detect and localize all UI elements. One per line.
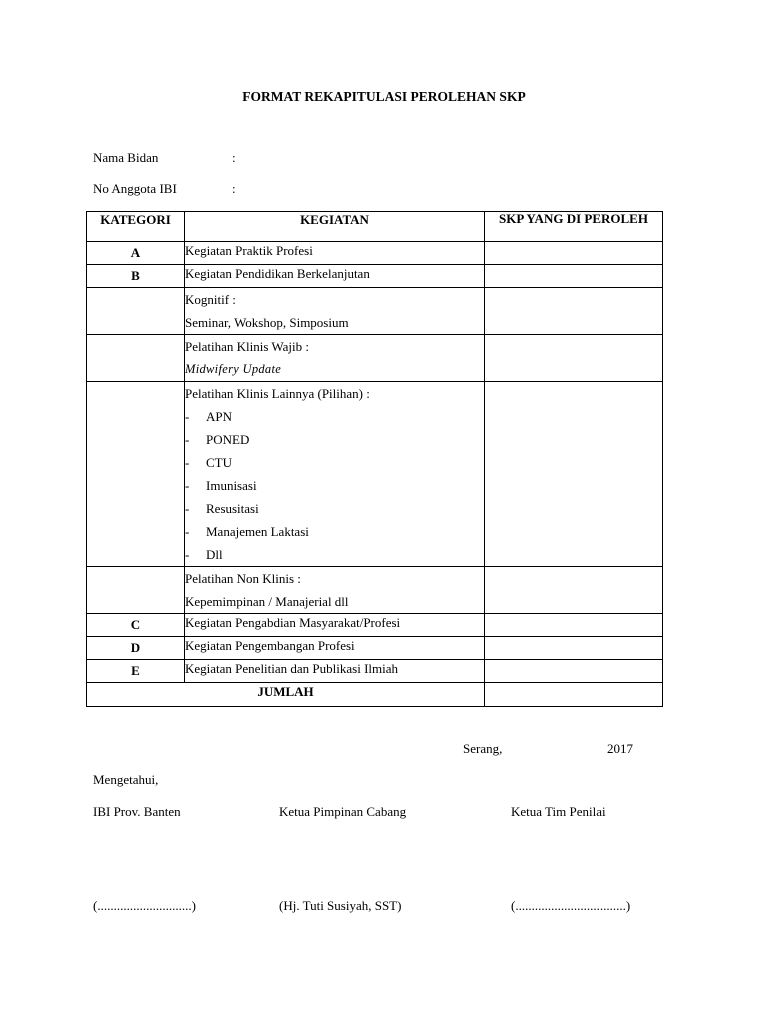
activity-heading: Pelatihan Klinis Lainnya (Pilihan) :: [185, 386, 370, 401]
signer-name: (Hj. Tuti Susiyah, SST): [279, 898, 402, 913]
header-skp: SKP YANG DI PEROLEH: [485, 212, 663, 242]
table-row: [87, 265, 663, 288]
activity-text: Kegiatan Penelitian dan Publikasi Ilmiah: [185, 661, 399, 676]
list-item: - CTU: [185, 455, 232, 470]
table-row: [87, 288, 663, 335]
category-cell: [87, 288, 185, 335]
total-value-cell: [485, 683, 663, 707]
document-title: FORMAT REKAPITULASI PEROLEHAN SKP: [242, 89, 526, 104]
no-anggota-label: No Anggota IBI: [93, 181, 177, 196]
signer-name: (..................................): [511, 898, 631, 913]
activity-text: Kegiatan Praktik Profesi: [185, 243, 313, 258]
skp-value-cell: [485, 567, 663, 614]
table-row: [87, 567, 663, 614]
acknowledged-text: Mengetahui,: [93, 772, 159, 787]
category-cell: C: [87, 614, 185, 637]
skp-value-cell: [485, 637, 663, 660]
total-label: JUMLAH: [87, 683, 485, 707]
category-cell: A: [87, 242, 185, 265]
activity-heading: Kognitif :: [185, 292, 236, 307]
category-cell: [87, 382, 185, 567]
total-row: [87, 683, 663, 707]
header-kategori: KATEGORI: [87, 212, 185, 242]
activity-text: Kegiatan Pengabdian Masyarakat/Profesi: [185, 615, 401, 630]
skp-value-cell: [485, 265, 663, 288]
skp-value-cell: [485, 660, 663, 683]
list-item: - Resusitasi: [185, 501, 259, 516]
table-row: [87, 614, 663, 637]
table-row: [87, 382, 663, 567]
skp-value-cell: [485, 614, 663, 637]
list-item: - Dll: [185, 547, 223, 562]
activity-text: Seminar, Wokshop, Simposium: [185, 315, 349, 330]
signer-role: Ketua Tim Penilai: [511, 804, 606, 819]
signer-role: IBI Prov. Banten: [93, 804, 181, 819]
activity-heading: Pelatihan Non Klinis :: [185, 571, 301, 586]
nama-bidan-colon: :: [232, 150, 236, 165]
activity-heading: Pelatihan Klinis Wajib :: [185, 339, 310, 354]
category-cell: [87, 335, 185, 382]
activity-text: Kegiatan Pengembangan Profesi: [185, 638, 355, 653]
nama-bidan-label: Nama Bidan: [93, 150, 159, 165]
table-row: [87, 660, 663, 683]
list-item: - Imunisasi: [185, 478, 257, 493]
signer-name: (.............................): [93, 898, 196, 913]
table-row: [87, 242, 663, 265]
list-item: - APN: [185, 409, 233, 424]
list-item: - PONED: [185, 432, 250, 447]
place-text: Serang,: [463, 741, 503, 756]
no-anggota-colon: :: [232, 181, 236, 196]
category-cell: [87, 567, 185, 614]
year-text: 2017: [607, 741, 633, 756]
category-cell: E: [87, 660, 185, 683]
activity-text: Kegiatan Pendidikan Berkelanjutan: [185, 266, 370, 281]
category-cell: D: [87, 637, 185, 660]
skp-value-cell: [485, 335, 663, 382]
list-item: - Manajemen Laktasi: [185, 524, 309, 539]
category-cell: B: [87, 265, 185, 288]
table-header-row: [87, 212, 663, 242]
header-kegiatan: KEGIATAN: [185, 212, 485, 242]
table-row: [87, 637, 663, 660]
skp-value-cell: [485, 382, 663, 567]
skp-recap-table: [86, 211, 663, 707]
table-row: [87, 335, 663, 382]
skp-value-cell: [485, 288, 663, 335]
skp-value-cell: [485, 242, 663, 265]
activity-text: Kepemimpinan / Manajerial dll: [185, 594, 349, 609]
signer-role: Ketua Pimpinan Cabang: [279, 804, 407, 819]
activity-text: Midwifery Update: [185, 362, 282, 376]
